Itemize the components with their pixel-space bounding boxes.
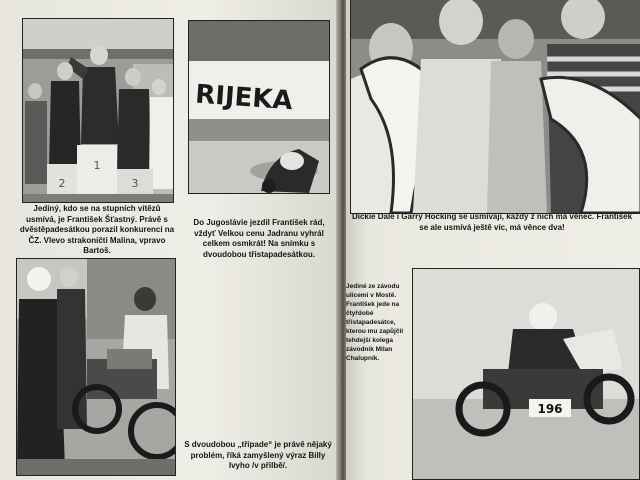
podium-number-first: 1 [93, 159, 101, 172]
podium-image [23, 19, 173, 202]
dale-hocking-image [351, 0, 640, 213]
caption-rijeka: Do Jugoslávie jezdil František rád, vždyť Velkou cenu Jadranu vyhrál celkem osmkrát! Na snímku s dvoudobou třistapadesátkou. [193, 218, 325, 259]
photo-pit [16, 258, 176, 476]
caption-dale-hocking: Dickie Dale i Garry Hocking se usmívají, každý z nich má věnec. František se ale usmívá ještě víc, má věnce dva! [351, 212, 633, 232]
photo-most [412, 268, 640, 480]
caption-podium: Jediný, kdo se na stupních vítězů usmívá, je František Šťastný. Právě s dvěstěpadesátkou porazil konkurenci na ČZ. Vlevo strakoničtí Malina, vpravo Bartoš. [19, 204, 175, 255]
most-race-image [413, 269, 639, 479]
rijeka-image [189, 21, 329, 193]
caption-pit: S dvoudobou „třípade“ je právě nějaký problém, říká zamyšlený výraz Billy Ivyho /v přilbě/. [184, 440, 332, 470]
pit-image [17, 259, 175, 475]
podium-number-second: 2 [58, 177, 66, 190]
caption-most: Jediné ze závodu ulicemi v Mostě. František jede na čtyřdobé třistapadesátce, kterou mu zapůjčil tehdejší kolega závodník Milan Chalupník. [346, 283, 404, 362]
race-number: 196 [537, 402, 563, 416]
photo-dale-hocking [350, 0, 640, 214]
rijeka-sign: RIJEKA [194, 79, 294, 117]
photo-podium [22, 18, 174, 203]
right-page [346, 0, 640, 480]
podium-number-third: 3 [131, 177, 139, 190]
photo-rijeka [188, 20, 330, 194]
